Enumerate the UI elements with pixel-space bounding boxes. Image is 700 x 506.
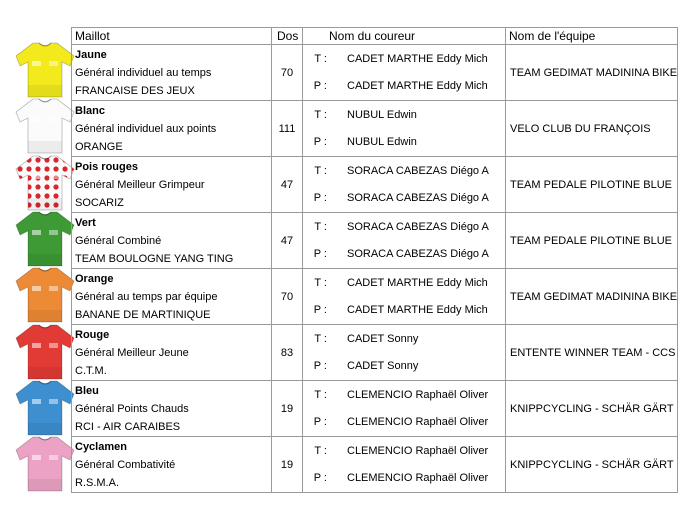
jersey-icon (14, 210, 76, 268)
equipe-cell: TEAM PEDALE PILOTINE BLUE (506, 157, 678, 213)
rider-p-line (303, 465, 505, 492)
jersey-icon (14, 323, 76, 381)
rider-p-name: SORACA CABEZAS Diégo A (347, 191, 489, 204)
rider-p-name: NUBUL Edwin (347, 135, 417, 148)
maillot-name: Jaune (75, 48, 107, 61)
dos-cell: 47 (272, 213, 303, 269)
jersey-icon (14, 154, 76, 212)
rider-p-line (303, 185, 505, 212)
equipe-cell: VELO CLUB DU FRANÇOIS (506, 101, 678, 157)
rider-p-line (303, 241, 505, 268)
dos-cell: 70 (272, 45, 303, 101)
t-label: T : (314, 276, 327, 289)
sponsor-label: TEAM BOULOGNE YANG TING (75, 252, 234, 265)
table-row (72, 157, 678, 213)
header-dos: Dos (272, 28, 303, 45)
sponsor-label: ORANGE (75, 140, 123, 153)
jersey-column (0, 0, 72, 506)
jersey-icon (14, 435, 76, 493)
dos-cell: 83 (272, 325, 303, 381)
t-label: T : (314, 164, 327, 177)
sponsor-label: FRANCAISE DES JEUX (75, 84, 195, 97)
header-coureur: Nom du coureur (303, 28, 506, 45)
coureur-cell (303, 381, 506, 437)
t-label: T : (314, 332, 327, 345)
classement-label: Général individuel au temps (75, 66, 212, 79)
p-label: P : (313, 191, 327, 204)
classement-label: Général individuel aux points (75, 122, 217, 135)
maillot-cell (72, 213, 272, 269)
t-label: T : (314, 444, 327, 457)
rider-t-line (303, 46, 505, 73)
rider-t-line (303, 438, 505, 465)
sponsor-label: RCI - AIR CARAIBES (75, 420, 181, 433)
jersey-icon (14, 41, 76, 99)
t-label: T : (314, 220, 327, 233)
equipe-cell: KNIPPCYCLING - SCHÄR GÄRT (506, 381, 678, 437)
dos-cell: 47 (272, 157, 303, 213)
rider-p-name: CADET Sonny (347, 359, 419, 372)
rider-t-line (303, 158, 505, 185)
coureur-cell (303, 325, 506, 381)
maillot-name: Blanc (75, 104, 105, 117)
p-label: P : (313, 135, 327, 148)
maillot-cell (72, 325, 272, 381)
header-maillot: Maillot (72, 28, 272, 45)
maillot-name: Bleu (75, 384, 99, 397)
rider-p-name: CLEMENCIO Raphaël Oliver (347, 471, 489, 484)
rider-t-line (303, 326, 505, 353)
maillot-name: Rouge (75, 328, 110, 341)
maillot-cell (72, 437, 272, 493)
table-row (72, 45, 678, 101)
equipe-cell: TEAM PEDALE PILOTINE BLUE (506, 213, 678, 269)
t-label: T : (314, 388, 327, 401)
maillot-name: Pois rouges (75, 160, 138, 173)
equipe-cell: TEAM GEDIMAT MADININA BIKE (506, 45, 678, 101)
p-label: P : (313, 415, 327, 428)
p-label: P : (313, 471, 327, 484)
rider-t-name: NUBUL Edwin (347, 108, 417, 121)
rider-t-name: CADET MARTHE Eddy Mich (347, 276, 488, 289)
classement-label: Général au temps par équipe (75, 290, 218, 303)
rider-p-line (303, 129, 505, 156)
rider-p-name: CADET MARTHE Eddy Mich (347, 79, 488, 92)
header-equipe: Nom de l'équipe (506, 28, 678, 45)
rider-t-name: CLEMENCIO Raphaël Oliver (347, 444, 489, 457)
maillot-name: Cyclamen (75, 440, 127, 453)
maillot-cell (72, 101, 272, 157)
classement-label: Général Meilleur Jeune (75, 346, 189, 359)
t-label: T : (314, 52, 327, 65)
dos-cell: 70 (272, 269, 303, 325)
maillot-cell (72, 45, 272, 101)
p-label: P : (313, 303, 327, 316)
p-label: P : (313, 359, 327, 372)
maillot-name: Orange (75, 272, 114, 285)
equipe-cell: KNIPPCYCLING - SCHÄR GÄRT (506, 437, 678, 493)
classement-label: Général Meilleur Grimpeur (75, 178, 205, 191)
jersey-icon (14, 97, 76, 155)
t-label: T : (314, 108, 327, 121)
maillot-cell (72, 157, 272, 213)
coureur-cell (303, 101, 506, 157)
table-row (72, 325, 678, 381)
rider-p-line (303, 353, 505, 380)
table-row (72, 381, 678, 437)
coureur-cell (303, 269, 506, 325)
sponsor-label: SOCARIZ (75, 196, 124, 209)
rider-t-name: CADET MARTHE Eddy Mich (347, 52, 488, 65)
coureur-cell (303, 157, 506, 213)
rider-t-name: SORACA CABEZAS Diégo A (347, 220, 489, 233)
sponsor-label: R.S.M.A. (75, 476, 120, 489)
rider-p-line (303, 409, 505, 436)
rider-t-line (303, 382, 505, 409)
rider-p-name: CLEMENCIO Raphaël Oliver (347, 415, 489, 428)
header-row (72, 28, 678, 45)
table-row (72, 101, 678, 157)
table-row (72, 437, 678, 493)
equipe-cell: TEAM GEDIMAT MADININA BIKE (506, 269, 678, 325)
dos-cell: 19 (272, 381, 303, 437)
equipe-cell: ENTENTE WINNER TEAM - CCS (506, 325, 678, 381)
classement-table (71, 27, 678, 493)
classement-label: Général Combativité (75, 458, 176, 471)
classement-label: Général Combiné (75, 234, 162, 247)
dos-cell: 19 (272, 437, 303, 493)
rider-t-name: CLEMENCIO Raphaël Oliver (347, 388, 489, 401)
rider-t-line (303, 270, 505, 297)
classement-label: Général Points Chauds (75, 402, 189, 415)
p-label: P : (313, 247, 327, 260)
rider-p-name: SORACA CABEZAS Diégo A (347, 247, 489, 260)
sponsor-label: C.T.M. (75, 364, 107, 377)
table-row (72, 213, 678, 269)
coureur-cell (303, 213, 506, 269)
rider-t-line (303, 102, 505, 129)
dos-cell: 111 (272, 101, 303, 157)
maillot-cell (72, 381, 272, 437)
rider-p-line (303, 73, 505, 100)
coureur-cell (303, 437, 506, 493)
rider-t-line (303, 214, 505, 241)
rider-p-line (303, 297, 505, 324)
maillot-name: Vert (75, 216, 96, 229)
sponsor-label: BANANE DE MARTINIQUE (75, 308, 211, 321)
jersey-icon (14, 266, 76, 324)
jersey-icon (14, 379, 76, 437)
coureur-cell (303, 45, 506, 101)
rider-p-name: CADET MARTHE Eddy Mich (347, 303, 488, 316)
table-row (72, 269, 678, 325)
rider-t-name: SORACA CABEZAS Diégo A (347, 164, 489, 177)
p-label: P : (313, 79, 327, 92)
maillot-cell (72, 269, 272, 325)
rider-t-name: CADET Sonny (347, 332, 419, 345)
